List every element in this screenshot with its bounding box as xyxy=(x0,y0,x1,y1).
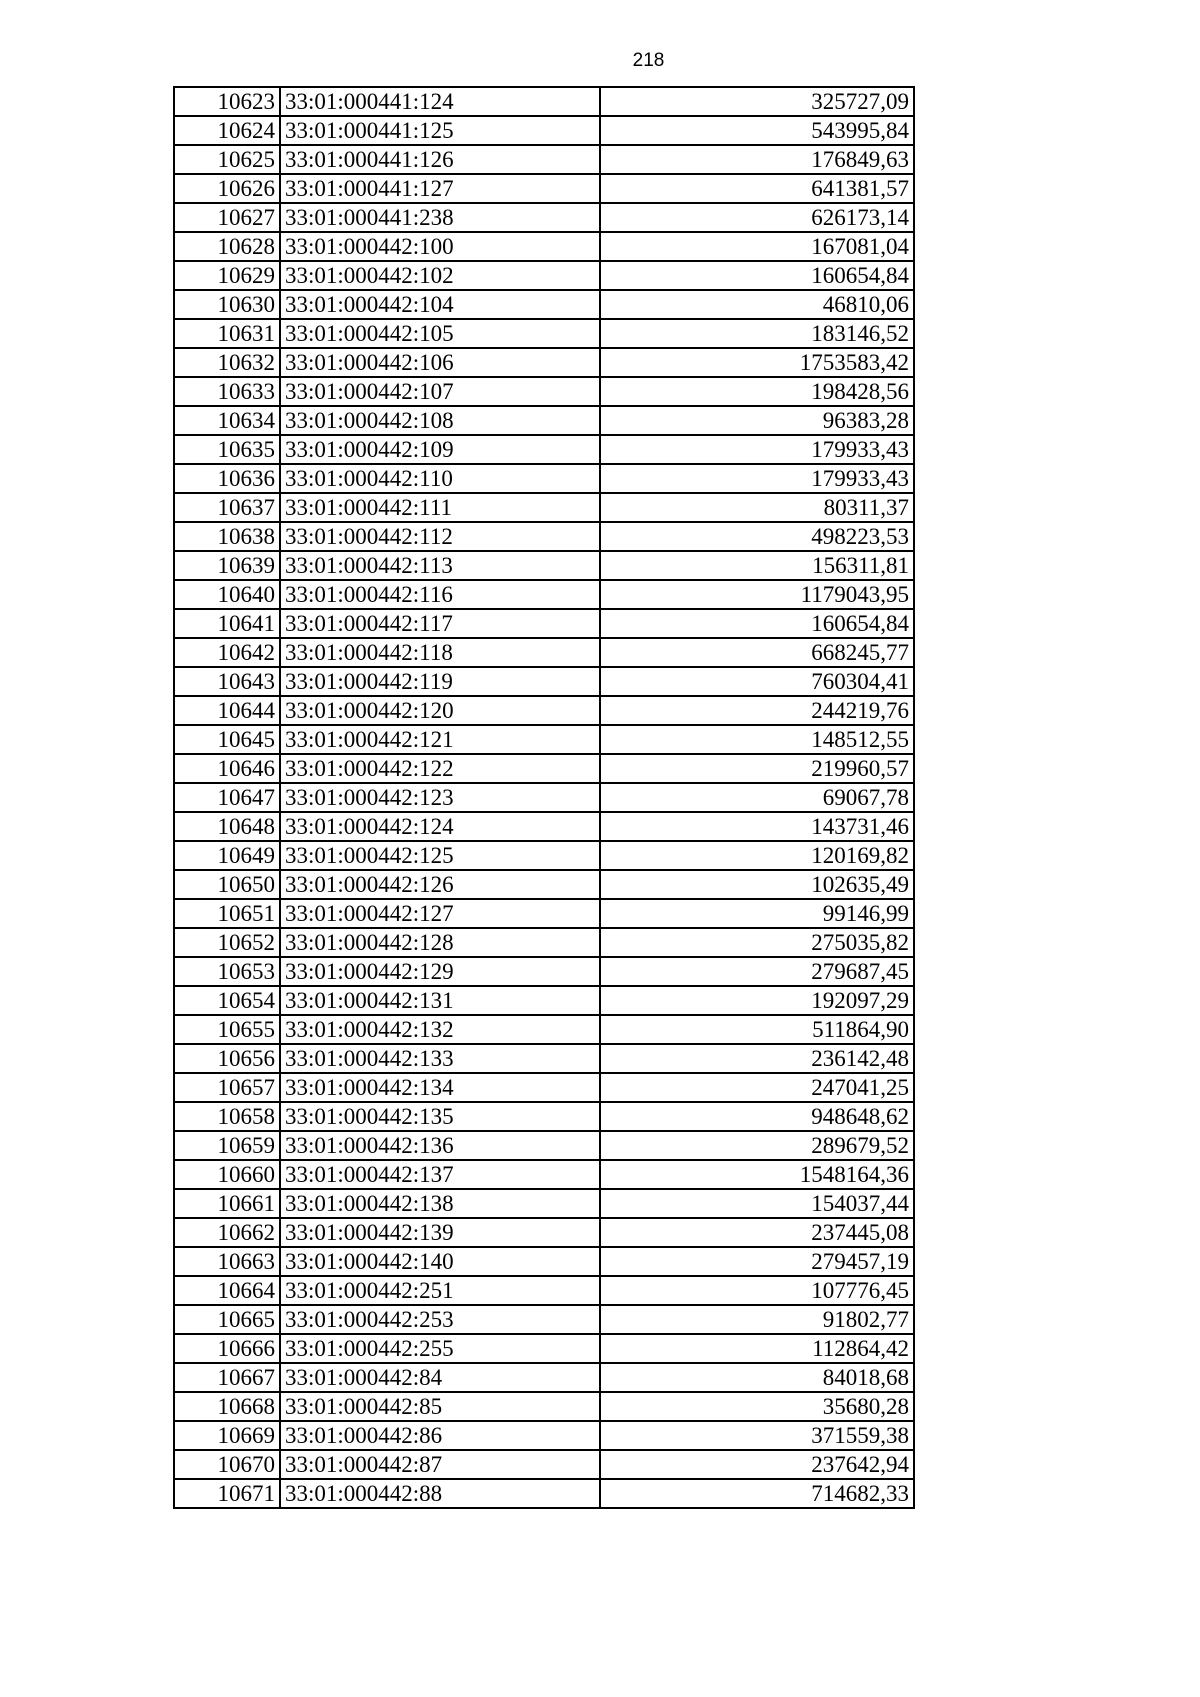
cadastral-number-cell: 33:01:000442:104 xyxy=(280,290,600,319)
cadastral-value-cell: 179933,43 xyxy=(600,435,914,464)
row-number-cell: 10651 xyxy=(174,899,280,928)
cadastral-number-cell: 33:01:000442:137 xyxy=(280,1160,600,1189)
cadastral-number-cell: 33:01:000441:126 xyxy=(280,145,600,174)
cadastral-number-cell: 33:01:000442:132 xyxy=(280,1015,600,1044)
cadastral-number-cell: 33:01:000442:116 xyxy=(280,580,600,609)
table-row xyxy=(174,406,914,435)
row-number-cell: 10632 xyxy=(174,348,280,377)
row-number-cell: 10627 xyxy=(174,203,280,232)
cadastral-value-cell: 244219,76 xyxy=(600,696,914,725)
table-row xyxy=(174,377,914,406)
row-number-cell: 10639 xyxy=(174,551,280,580)
cadastral-number-cell: 33:01:000442:129 xyxy=(280,957,600,986)
cadastral-number-cell: 33:01:000442:131 xyxy=(280,986,600,1015)
cadastral-value-cell: 1548164,36 xyxy=(600,1160,914,1189)
row-number-cell: 10641 xyxy=(174,609,280,638)
row-number-cell: 10654 xyxy=(174,986,280,1015)
cadastral-number-cell: 33:01:000442:136 xyxy=(280,1131,600,1160)
cadastral-value-cell: 148512,55 xyxy=(600,725,914,754)
cadastral-value-cell: 498223,53 xyxy=(600,522,914,551)
cadastral-value-cell: 1179043,95 xyxy=(600,580,914,609)
cadastral-value-cell: 112864,42 xyxy=(600,1334,914,1363)
cadastral-number-cell: 33:01:000442:140 xyxy=(280,1247,600,1276)
table-row xyxy=(174,1334,914,1363)
table-row xyxy=(174,348,914,377)
table-row xyxy=(174,899,914,928)
cadastral-value-cell: 179933,43 xyxy=(600,464,914,493)
cadastral-value-cell: 236142,48 xyxy=(600,1044,914,1073)
row-number-cell: 10649 xyxy=(174,841,280,870)
cadastral-number-cell: 33:01:000441:238 xyxy=(280,203,600,232)
row-number-cell: 10665 xyxy=(174,1305,280,1334)
table-row xyxy=(174,493,914,522)
cadastral-value-cell: 626173,14 xyxy=(600,203,914,232)
row-number-cell: 10659 xyxy=(174,1131,280,1160)
row-number-cell: 10652 xyxy=(174,928,280,957)
row-number-cell: 10644 xyxy=(174,696,280,725)
table-row xyxy=(174,783,914,812)
table-row xyxy=(174,725,914,754)
row-number-cell: 10668 xyxy=(174,1392,280,1421)
cadastral-number-cell: 33:01:000442:88 xyxy=(280,1479,600,1508)
row-number-cell: 10655 xyxy=(174,1015,280,1044)
table-row xyxy=(174,841,914,870)
cadastral-number-cell: 33:01:000442:124 xyxy=(280,812,600,841)
table-row xyxy=(174,812,914,841)
table-row xyxy=(174,986,914,1015)
cadastral-value-cell: 325727,09 xyxy=(600,87,914,116)
table-row xyxy=(174,464,914,493)
table-row xyxy=(174,1160,914,1189)
cadastral-number-cell: 33:01:000442:139 xyxy=(280,1218,600,1247)
table-row xyxy=(174,551,914,580)
row-number-cell: 10629 xyxy=(174,261,280,290)
cadastral-value-cell: 192097,29 xyxy=(600,986,914,1015)
cadastral-value-cell: 237642,94 xyxy=(600,1450,914,1479)
cadastral-number-cell: 33:01:000442:84 xyxy=(280,1363,600,1392)
row-number-cell: 10660 xyxy=(174,1160,280,1189)
cadastral-number-cell: 33:01:000442:107 xyxy=(280,377,600,406)
cadastral-value-cell: 156311,81 xyxy=(600,551,914,580)
cadastral-value-cell: 237445,08 xyxy=(600,1218,914,1247)
cadastral-value-cell: 69067,78 xyxy=(600,783,914,812)
table-row xyxy=(174,1189,914,1218)
row-number-cell: 10643 xyxy=(174,667,280,696)
row-number-cell: 10670 xyxy=(174,1450,280,1479)
row-number-cell: 10642 xyxy=(174,638,280,667)
row-number-cell: 10657 xyxy=(174,1073,280,1102)
cadastral-value-cell: 143731,46 xyxy=(600,812,914,841)
cadastral-number-cell: 33:01:000442:117 xyxy=(280,609,600,638)
row-number-cell: 10661 xyxy=(174,1189,280,1218)
cadastral-value-cell: 107776,45 xyxy=(600,1276,914,1305)
table-row xyxy=(174,1305,914,1334)
row-number-cell: 10633 xyxy=(174,377,280,406)
table-row xyxy=(174,1276,914,1305)
row-number-cell: 10669 xyxy=(174,1421,280,1450)
cadastral-value-cell: 198428,56 xyxy=(600,377,914,406)
cadastral-number-cell: 33:01:000442:134 xyxy=(280,1073,600,1102)
cadastral-value-cell: 80311,37 xyxy=(600,493,914,522)
cadastral-value-cell: 154037,44 xyxy=(600,1189,914,1218)
cadastral-value-cell: 511864,90 xyxy=(600,1015,914,1044)
cadastral-number-cell: 33:01:000442:118 xyxy=(280,638,600,667)
table-row xyxy=(174,1131,914,1160)
row-number-cell: 10653 xyxy=(174,957,280,986)
cadastral-value-cell: 183146,52 xyxy=(600,319,914,348)
cadastral-value-cell: 102635,49 xyxy=(600,870,914,899)
cadastral-value-cell: 714682,33 xyxy=(600,1479,914,1508)
cadastral-value-cell: 279457,19 xyxy=(600,1247,914,1276)
cadastral-value-cell: 641381,57 xyxy=(600,174,914,203)
cadastral-number-cell: 33:01:000442:106 xyxy=(280,348,600,377)
cadastral-number-cell: 33:01:000442:125 xyxy=(280,841,600,870)
table-row xyxy=(174,957,914,986)
cadastral-number-cell: 33:01:000442:123 xyxy=(280,783,600,812)
row-number-cell: 10663 xyxy=(174,1247,280,1276)
cadastral-value-cell: 275035,82 xyxy=(600,928,914,957)
cadastral-value-cell: 91802,77 xyxy=(600,1305,914,1334)
cadastral-value-cell: 160654,84 xyxy=(600,261,914,290)
table-row xyxy=(174,174,914,203)
table-row xyxy=(174,290,914,319)
table-row xyxy=(174,1392,914,1421)
table-row xyxy=(174,319,914,348)
cadastral-value-cell: 289679,52 xyxy=(600,1131,914,1160)
row-number-cell: 10635 xyxy=(174,435,280,464)
table-row xyxy=(174,145,914,174)
row-number-cell: 10638 xyxy=(174,522,280,551)
table-row xyxy=(174,87,914,116)
cadastral-number-cell: 33:01:000442:135 xyxy=(280,1102,600,1131)
cadastral-value-cell: 167081,04 xyxy=(600,232,914,261)
table-row xyxy=(174,116,914,145)
row-number-cell: 10625 xyxy=(174,145,280,174)
row-number-cell: 10656 xyxy=(174,1044,280,1073)
cadastral-number-cell: 33:01:000442:120 xyxy=(280,696,600,725)
row-number-cell: 10624 xyxy=(174,116,280,145)
table-row xyxy=(174,1363,914,1392)
row-number-cell: 10628 xyxy=(174,232,280,261)
row-number-cell: 10645 xyxy=(174,725,280,754)
cadastral-number-cell: 33:01:000442:251 xyxy=(280,1276,600,1305)
row-number-cell: 10662 xyxy=(174,1218,280,1247)
row-number-cell: 10648 xyxy=(174,812,280,841)
row-number-cell: 10664 xyxy=(174,1276,280,1305)
cadastral-number-cell: 33:01:000441:124 xyxy=(280,87,600,116)
row-number-cell: 10626 xyxy=(174,174,280,203)
cadastral-value-cell: 371559,38 xyxy=(600,1421,914,1450)
cadastral-value-cell: 84018,68 xyxy=(600,1363,914,1392)
table-row xyxy=(174,1218,914,1247)
cadastral-value-cell: 46810,06 xyxy=(600,290,914,319)
table-body xyxy=(174,87,914,1508)
cadastral-number-cell: 33:01:000442:127 xyxy=(280,899,600,928)
table-row xyxy=(174,870,914,899)
table-row xyxy=(174,1247,914,1276)
table-row xyxy=(174,580,914,609)
cadastral-value-cell: 99146,99 xyxy=(600,899,914,928)
table-row xyxy=(174,1073,914,1102)
cadastral-number-cell: 33:01:000442:119 xyxy=(280,667,600,696)
cadastral-value-cell: 96383,28 xyxy=(600,406,914,435)
table-row xyxy=(174,667,914,696)
table-row xyxy=(174,1450,914,1479)
cadastral-value-cell: 760304,41 xyxy=(600,667,914,696)
cadastral-number-cell: 33:01:000442:86 xyxy=(280,1421,600,1450)
cadastral-value-cell: 543995,84 xyxy=(600,116,914,145)
cadastral-number-cell: 33:01:000442:121 xyxy=(280,725,600,754)
cadastral-number-cell: 33:01:000442:113 xyxy=(280,551,600,580)
cadastral-number-cell: 33:01:000441:127 xyxy=(280,174,600,203)
cadastral-number-cell: 33:01:000442:133 xyxy=(280,1044,600,1073)
table-row xyxy=(174,638,914,667)
cadastral-value-cell: 247041,25 xyxy=(600,1073,914,1102)
table-row xyxy=(174,1421,914,1450)
cadastral-number-cell: 33:01:000442:255 xyxy=(280,1334,600,1363)
table-row xyxy=(174,928,914,957)
row-number-cell: 10658 xyxy=(174,1102,280,1131)
cadastral-value-cell: 948648,62 xyxy=(600,1102,914,1131)
cadastral-value-cell: 668245,77 xyxy=(600,638,914,667)
cadastral-value-cell: 120169,82 xyxy=(600,841,914,870)
row-number-cell: 10650 xyxy=(174,870,280,899)
row-number-cell: 10637 xyxy=(174,493,280,522)
table-row xyxy=(174,696,914,725)
table-row xyxy=(174,522,914,551)
row-number-cell: 10640 xyxy=(174,580,280,609)
cadastral-number-cell: 33:01:000442:110 xyxy=(280,464,600,493)
table-row xyxy=(174,232,914,261)
row-number-cell: 10666 xyxy=(174,1334,280,1363)
table-row xyxy=(174,1015,914,1044)
table-row xyxy=(174,1102,914,1131)
row-number-cell: 10634 xyxy=(174,406,280,435)
table-row xyxy=(174,203,914,232)
cadastral-number-cell: 33:01:000442:111 xyxy=(280,493,600,522)
row-number-cell: 10646 xyxy=(174,754,280,783)
table-row xyxy=(174,435,914,464)
cadastral-value-table xyxy=(173,86,915,1509)
cadastral-value-cell: 160654,84 xyxy=(600,609,914,638)
cadastral-number-cell: 33:01:000442:102 xyxy=(280,261,600,290)
cadastral-value-cell: 279687,45 xyxy=(600,957,914,986)
row-number-cell: 10671 xyxy=(174,1479,280,1508)
cadastral-number-cell: 33:01:000442:105 xyxy=(280,319,600,348)
cadastral-number-cell: 33:01:000442:100 xyxy=(280,232,600,261)
table-row xyxy=(174,754,914,783)
cadastral-value-cell: 35680,28 xyxy=(600,1392,914,1421)
table-row xyxy=(174,261,914,290)
row-number-cell: 10630 xyxy=(174,290,280,319)
row-number-cell: 10631 xyxy=(174,319,280,348)
cadastral-number-cell: 33:01:000442:87 xyxy=(280,1450,600,1479)
table-row xyxy=(174,1479,914,1508)
row-number-cell: 10667 xyxy=(174,1363,280,1392)
row-number-cell: 10636 xyxy=(174,464,280,493)
table-row xyxy=(174,1044,914,1073)
cadastral-number-cell: 33:01:000441:125 xyxy=(280,116,600,145)
cadastral-value-cell: 176849,63 xyxy=(600,145,914,174)
cadastral-number-cell: 33:01:000442:109 xyxy=(280,435,600,464)
cadastral-number-cell: 33:01:000442:112 xyxy=(280,522,600,551)
table-row xyxy=(174,609,914,638)
cadastral-number-cell: 33:01:000442:108 xyxy=(280,406,600,435)
page-number: 218 xyxy=(632,50,665,71)
cadastral-number-cell: 33:01:000442:138 xyxy=(280,1189,600,1218)
row-number-cell: 10647 xyxy=(174,783,280,812)
cadastral-number-cell: 33:01:000442:253 xyxy=(280,1305,600,1334)
cadastral-number-cell: 33:01:000442:128 xyxy=(280,928,600,957)
cadastral-value-cell: 219960,57 xyxy=(600,754,914,783)
cadastral-number-cell: 33:01:000442:122 xyxy=(280,754,600,783)
cadastral-number-cell: 33:01:000442:126 xyxy=(280,870,600,899)
cadastral-number-cell: 33:01:000442:85 xyxy=(280,1392,600,1421)
cadastral-value-cell: 1753583,42 xyxy=(600,348,914,377)
row-number-cell: 10623 xyxy=(174,87,280,116)
